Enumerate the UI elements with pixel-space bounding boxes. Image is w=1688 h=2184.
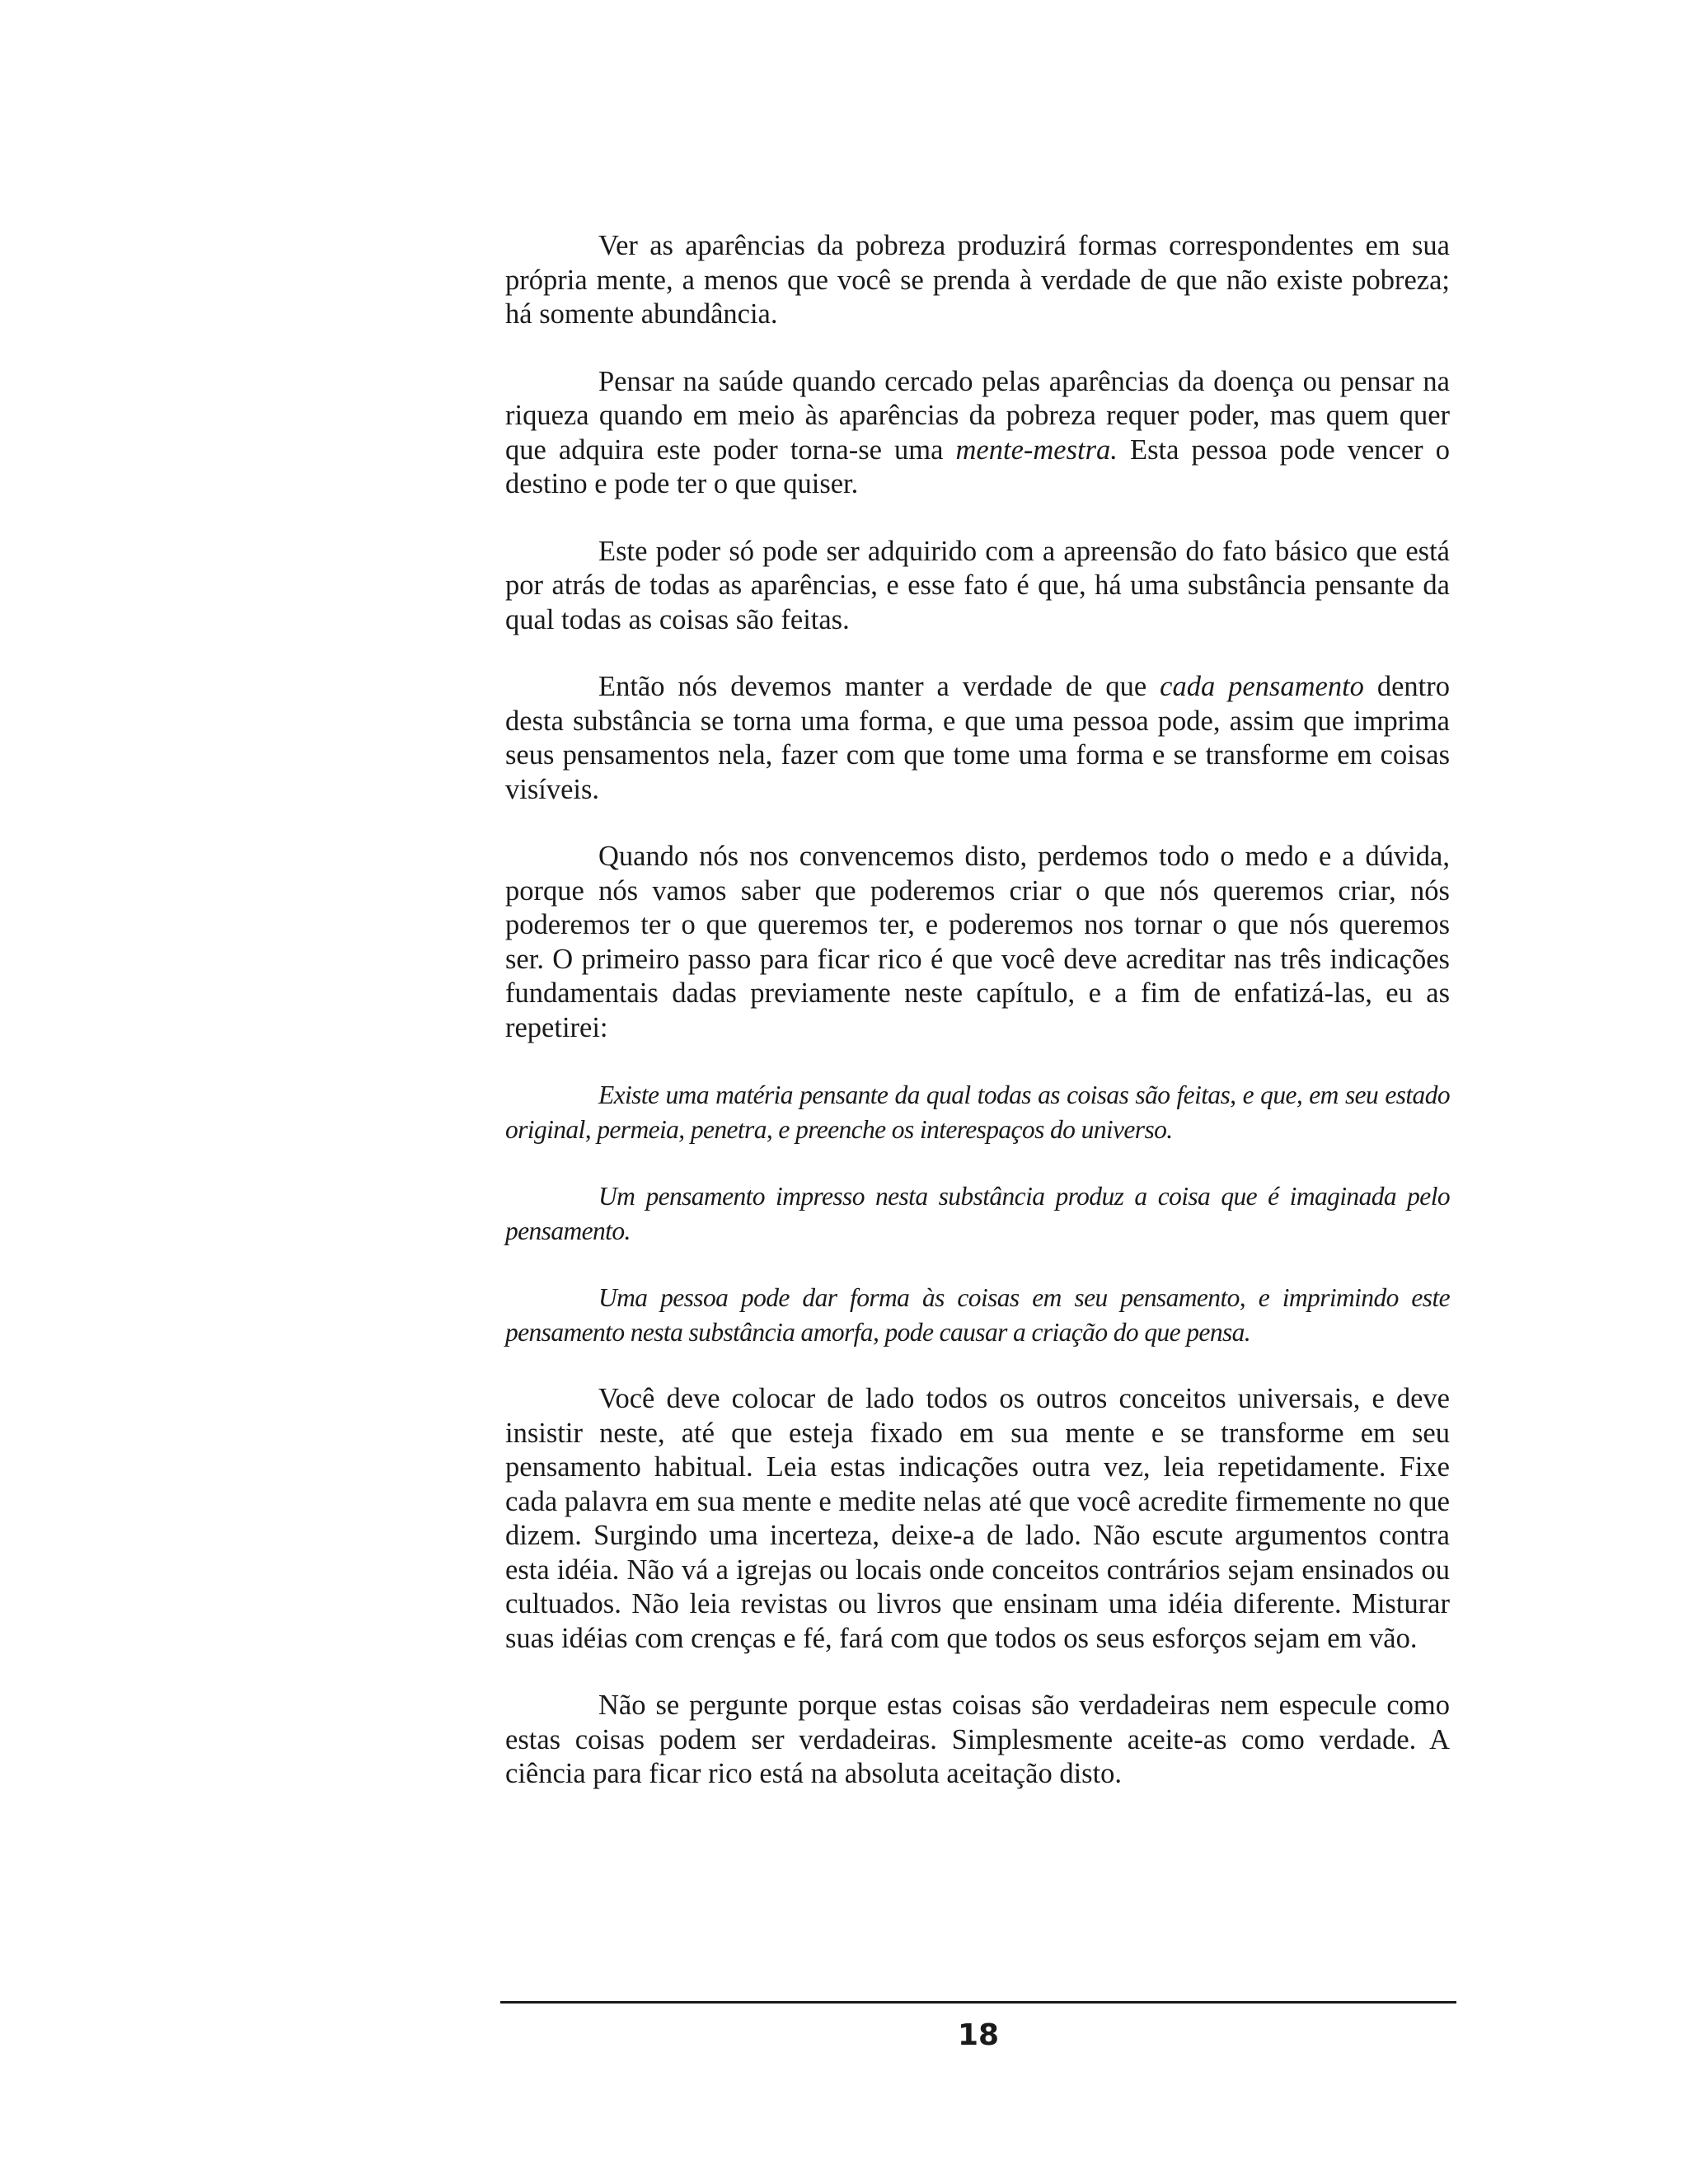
paragraph-2-text-a: Pensar na saúde quando cercado pelas aparências da doença ou pensar na riqueza quando em meio às aparências da pobreza requer poder, mas quem quer que adquira este poder torna-se uma [505, 365, 1450, 466]
paragraph-6 [505, 1382, 1450, 1656]
paragraph-2 [505, 365, 1450, 502]
paragraph-4 [505, 670, 1450, 807]
quote-3 [505, 1281, 1450, 1349]
paragraph-4-text-b: dentro desta substância se torna uma forma, e que uma pessoa pode, assim que imprima seus pensamentos nela, fazer com que tome uma forma e se transforme em coisas visíveis. [505, 671, 1450, 805]
paragraph-3 [505, 535, 1450, 638]
paragraph-2-text-b: Esta pessoa pode vencer o destino e pode ter o que quiser. [505, 434, 1450, 499]
footer-divider [500, 2001, 1456, 2004]
paragraph-1-text: Ver as aparências da pobreza produzirá formas correspondentes em sua própria mente, a menos que você se prenda à verdade de que não existe pobreza; há somente abundância. [505, 230, 1450, 330]
paragraph-7 [505, 1689, 1450, 1792]
quote-1-text: Existe uma matéria pensante da qual todas as coisas são feitas, e que, em seu estado original, permeia, penetra, e preenche os interespaços do universo. [505, 1080, 1450, 1144]
paragraph-7-text: Não se pergunte porque estas coisas são verdadeiras nem especule como estas coisas podem ser verdadeiras. Simplesmente aceite-as como verdade. A ciência para ficar rico está na absoluta aceitação disto. [505, 1690, 1450, 1789]
paragraph-4-text-a: Então nós devemos manter a verdade de que [598, 671, 1160, 702]
paragraph-3-text: Este poder só pode ser adquirido com a apreensão do fato básico que está por atrás de todas as aparências, e esse fato é que, há uma substância pensante da qual todas as coisas são feitas. [505, 535, 1450, 635]
paragraph-5-text: Quando nós nos convencemos disto, perdemos todo o medo e a dúvida, porque nós vamos saber que poderemos criar o que nós queremos criar, nós poderemos ter o que queremos ter, e poderemos nos tornar o que nós queremos ser. O primeiro passo para ficar rico é que você deve acreditar nas três indicações fundamentais dadas previamente neste capítulo, e a fim de enfatizá-las, eu as repetirei: [505, 841, 1450, 1043]
paragraph-6-text: Você deve colocar de lado todos os outros conceitos universais, e deve insistir neste, até que esteja fixado em sua mente e se transforme em seu pensamento habitual. Leia estas indicações outra vez, leia repetidamente. Fixe cada palavra em sua mente e medite nelas até que você acredite firmemente no que dizem. Surgindo uma incerteza, deixe-a de lado. Não escute argumentos contra esta idéia. Não vá a igrejas ou locais onde conceitos contrários sejam ensinados ou cultuados. Não leia revistas ou livros que ensinam uma idéia diferente. Misturar suas idéias com crenças e fé, fará com que todos os seus esforços sejam em vão. [505, 1383, 1450, 1654]
paragraph-1 [505, 229, 1450, 332]
body-text [505, 229, 1450, 1825]
paragraph-2-emphasis: mente-mestra. [955, 434, 1118, 466]
quote-2-text: Um pensamento impresso nesta substância produz a coisa que é imaginada pelo pensamento. [505, 1182, 1450, 1245]
paragraph-5 [505, 840, 1450, 1045]
quote-3-text: Uma pessoa pode dar forma às coisas em seu pensamento, e imprimindo este pensamento nesta substância amorfa, pode causar a criação do que pensa. [505, 1283, 1450, 1347]
quote-1 [505, 1078, 1450, 1146]
quote-2 [505, 1179, 1450, 1248]
paragraph-4-emphasis: cada pensamento [1160, 671, 1364, 702]
page-number: 18 [957, 2018, 1000, 2052]
